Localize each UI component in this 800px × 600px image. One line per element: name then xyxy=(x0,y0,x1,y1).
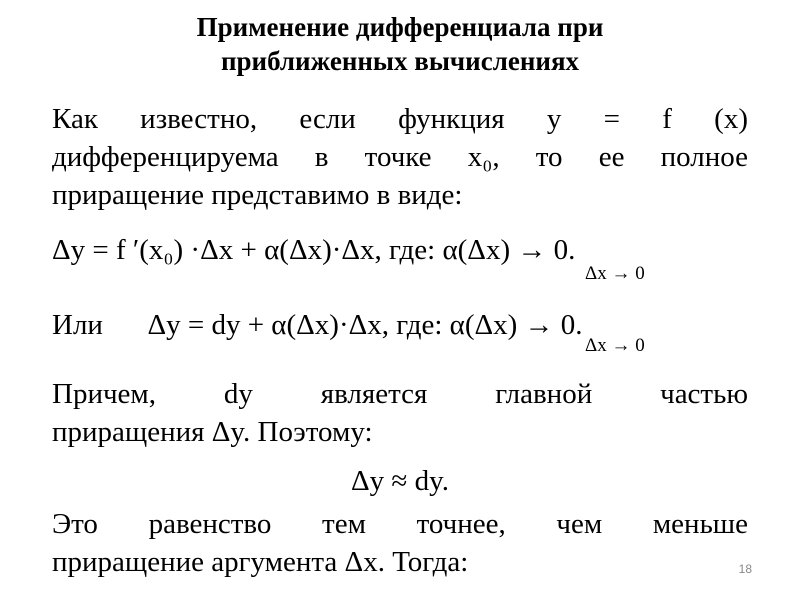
title-line-2: приближенных вычислениях xyxy=(220,46,580,76)
intro-line-2: дифференцируема в точке x₀, то ее полное xyxy=(52,141,748,173)
title-line-1: Применение дифференциала при xyxy=(196,12,604,42)
paragraph-main-part xyxy=(52,375,748,451)
formula-2-limit: Δx → 0 xyxy=(585,335,645,356)
intro-line-1: Как известно, если функция y = f (x) xyxy=(52,103,748,135)
main-part-line-1: Причем, dy является главной частью xyxy=(52,378,748,410)
main-part-line-2: приращения Δy. Поэтому: xyxy=(52,416,373,448)
slide-title xyxy=(0,10,800,78)
page-number: 18 xyxy=(738,562,752,576)
approx-formula: Δy ≈ dy. xyxy=(351,465,449,497)
paragraph-conclusion xyxy=(52,505,748,581)
formula-2: Δy = dy + α(Δx)·Δx, где: α(Δx) → 0. xyxy=(147,309,583,341)
paragraph-intro xyxy=(52,100,748,214)
formula-2-prefix: Или xyxy=(52,309,103,341)
formula-1: Δy = f ′(x₀) ·Δx + α(Δx)·Δx, где: α(Δx) → 0. xyxy=(52,234,576,266)
conclusion-line-2: приращение аргумента Δx. Тогда: xyxy=(52,546,469,578)
conclusion-line-1: Это равенство тем точнее, чем меньше xyxy=(52,508,748,540)
formula-1-limit: Δx → 0 xyxy=(585,263,645,284)
intro-line-3: приращение представимо в виде: xyxy=(52,179,463,211)
formula-2-row xyxy=(52,306,583,344)
